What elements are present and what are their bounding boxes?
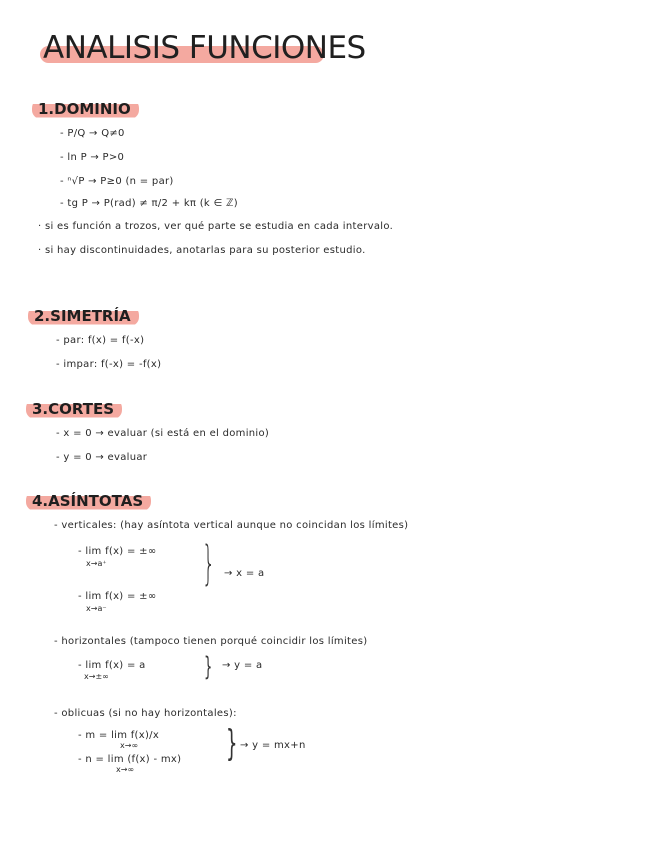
oblicuas-result: → y = mx+n (240, 740, 306, 751)
horizontales-limit-sub: x→±∞ (84, 672, 109, 681)
simetria-item-2: - impar: f(-x) = -f(x) (56, 359, 162, 370)
cortes-item-1: - x = 0 → evaluar (si está en el dominio) (56, 428, 270, 439)
horizontales-label: - horizontales (tampoco tienen porqué coincidir los límites) (54, 636, 368, 647)
oblicuas-label: - oblicuas (si no hay horizontales): (54, 708, 237, 719)
heading-cortes: 3.CORTES (26, 399, 122, 419)
verticales-brace: } (202, 536, 216, 590)
horizontales-limit: - lim f(x) = a (78, 660, 146, 671)
heading-dominio: 1.DOMINIO (32, 99, 139, 119)
dominio-note-1: · si es función a trozos, ver qué parte se estudia en cada intervalo. (38, 221, 394, 232)
verticales-limit-1-sub: x→a⁺ (86, 559, 107, 568)
dominio-note-2: · si hay discontinuidades, anotarlas para su posterior estudio. (38, 245, 366, 256)
dominio-item-2: - ln P → P>0 (60, 152, 125, 163)
dominio-item-4: - tg P → P(rad) ≠ π/2 + kπ (k ∈ ℤ) (60, 198, 238, 209)
verticales-limit-1: - lim f(x) = ±∞ (78, 546, 157, 557)
horizontales-result: → y = a (222, 660, 263, 671)
verticales-result: → x = a (224, 568, 265, 579)
verticales-label: - verticales: (hay asíntota vertical aunque no coincidan los límites) (54, 520, 409, 531)
dominio-item-1: - P/Q → Q≠0 (60, 128, 125, 139)
oblicuas-n: - n = lim (f(x) - mx) (78, 754, 182, 765)
oblicuas-brace: } (226, 723, 238, 764)
oblicuas-m: - m = lim f(x)/x (78, 730, 160, 741)
verticales-limit-2: - lim f(x) = ±∞ (78, 591, 157, 602)
page-title: ANALISIS FUNCIONES (43, 30, 366, 66)
simetria-item-1: - par: f(x) = f(-x) (56, 335, 145, 346)
heading-simetria: 2.SIMETRÍA (28, 306, 139, 326)
horizontales-brace: } (204, 652, 213, 682)
verticales-limit-2-sub: x→a⁻ (86, 604, 107, 613)
dominio-item-3: - ⁿ√P → P≥0 (n = par) (60, 176, 174, 187)
oblicuas-m-sub: x→∞ (120, 741, 139, 750)
heading-asintotas: 4.ASÍNTOTAS (26, 491, 151, 511)
oblicuas-n-sub: x→∞ (116, 765, 135, 774)
cortes-item-2: - y = 0 → evaluar (56, 452, 148, 463)
